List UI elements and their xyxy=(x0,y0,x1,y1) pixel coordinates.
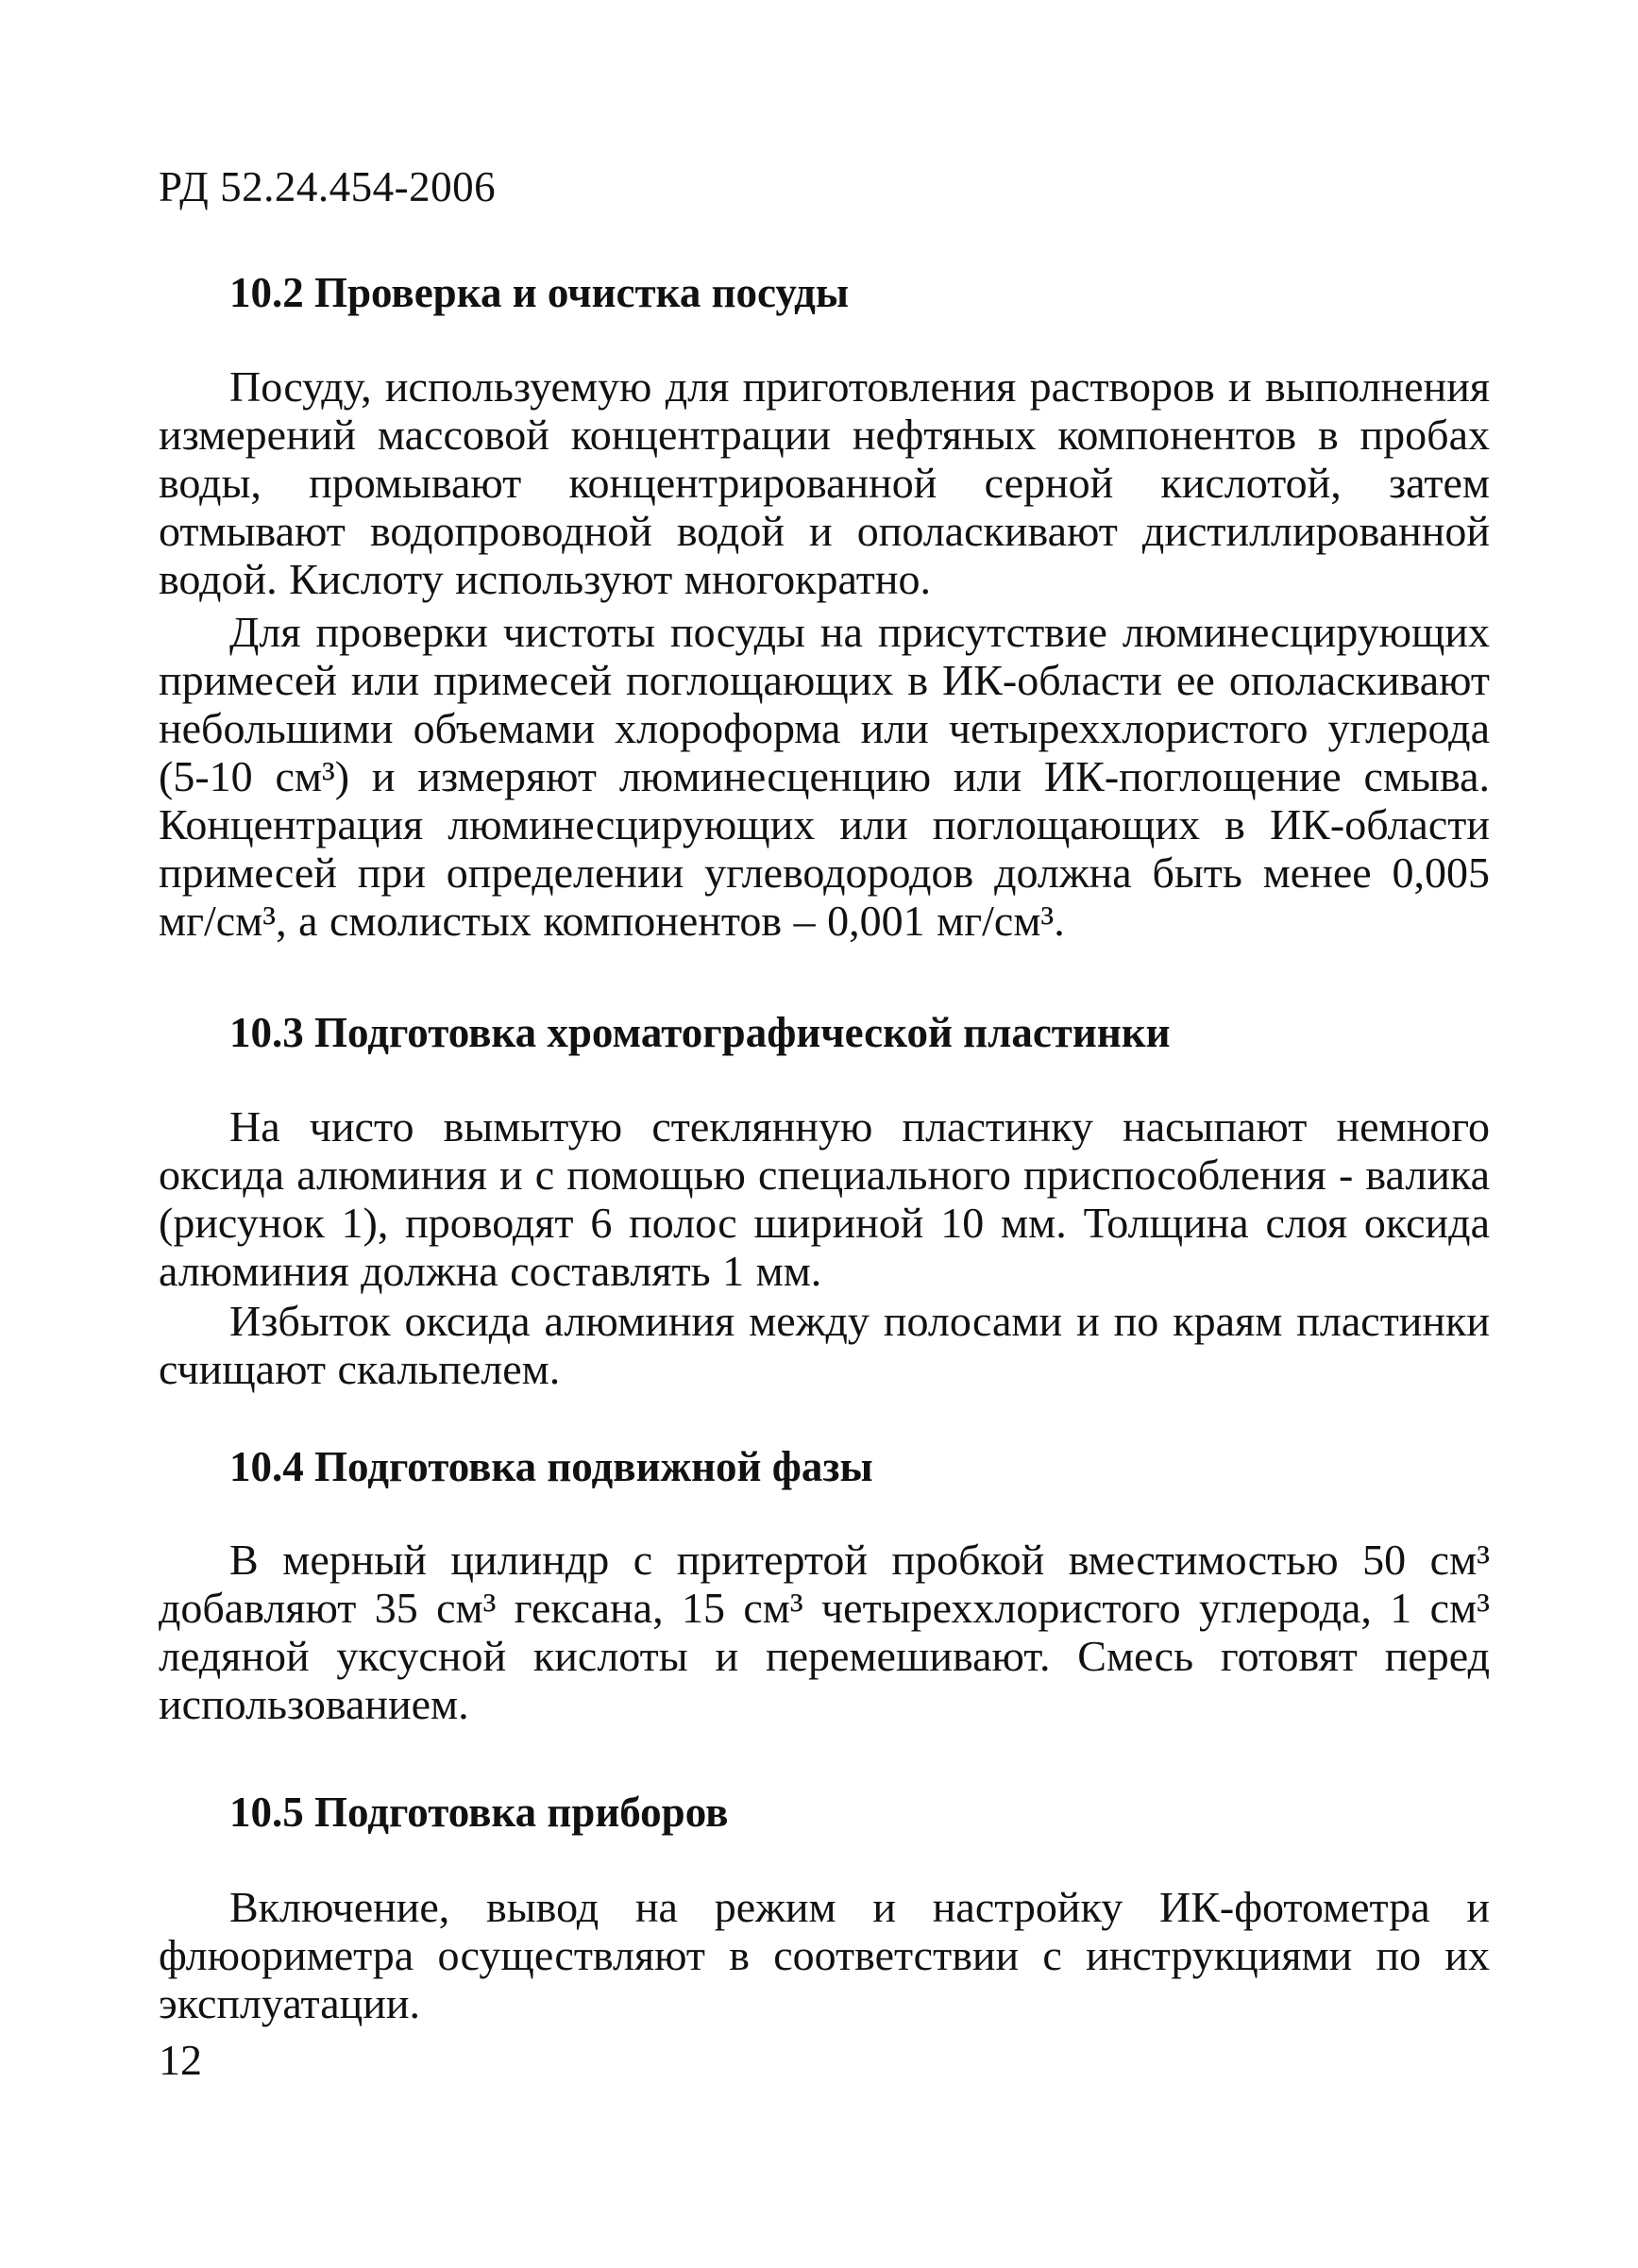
section-heading-10-3: 10.3 Подготовка хроматографической пластинки xyxy=(229,1009,1171,1056)
paragraph: Для проверки чистоты посуды на присутствие люминесцирующих примесей или примесей поглощающих в ИК-области ее ополаскивают небольшими объемами хлороформа или четыреххлористого углерода (5-10 см³) и измеряют люминесценцию или ИК-поглощение смыва. Концентрация люминесцирующих или поглощающих в ИК-области примесей при определении углеводородов должна быть менее 0,005 мг/см³, а смолистых компонентов – 0,001 мг/см³. xyxy=(159,608,1490,945)
document-code: РД 52.24.454-2006 xyxy=(159,163,497,210)
section-heading-10-2: 10.2 Проверка и очистка посуды xyxy=(229,269,849,316)
page-number: 12 xyxy=(159,2036,202,2084)
section-heading-10-4: 10.4 Подготовка подвижной фазы xyxy=(229,1443,873,1490)
paragraph: Посуду, используемую для приготовления растворов и выполнения измерений массовой концентрации нефтяных компонентов в пробах воды, промывают концентрированной серной кислотой, затем отмывают водопроводной водой и ополаскивают дистиллированной водой. Кислоту используют многократно. xyxy=(159,362,1490,603)
section-heading-10-5: 10.5 Подготовка приборов xyxy=(229,1789,729,1836)
paragraph: На чисто вымытую стеклянную пластинку насыпают немного оксида алюминия и с помощью специального приспособления - валика (рисунок 1), проводят 6 полос шириной 10 мм. Толщина слоя оксида алюминия должна составлять 1 мм. xyxy=(159,1102,1490,1295)
paragraph: Избыток оксида алюминия между полосами и по краям пластинки счищают скальпелем. xyxy=(159,1297,1490,1393)
paragraph: В мерный цилиндр с притертой пробкой вместимостью 50 см³ добавляют 35 см³ гексана, 15 см³ четыреххлористого углерода, 1 см³ ледяной уксусной кислоты и перемешивают. Смесь готовят перед использованием. xyxy=(159,1536,1490,1728)
paragraph: Включение, вывод на режим и настройку ИК-фотометра и флюориметра осуществляют в соответствии с инструкциями по их эксплуатации. xyxy=(159,1883,1490,2027)
